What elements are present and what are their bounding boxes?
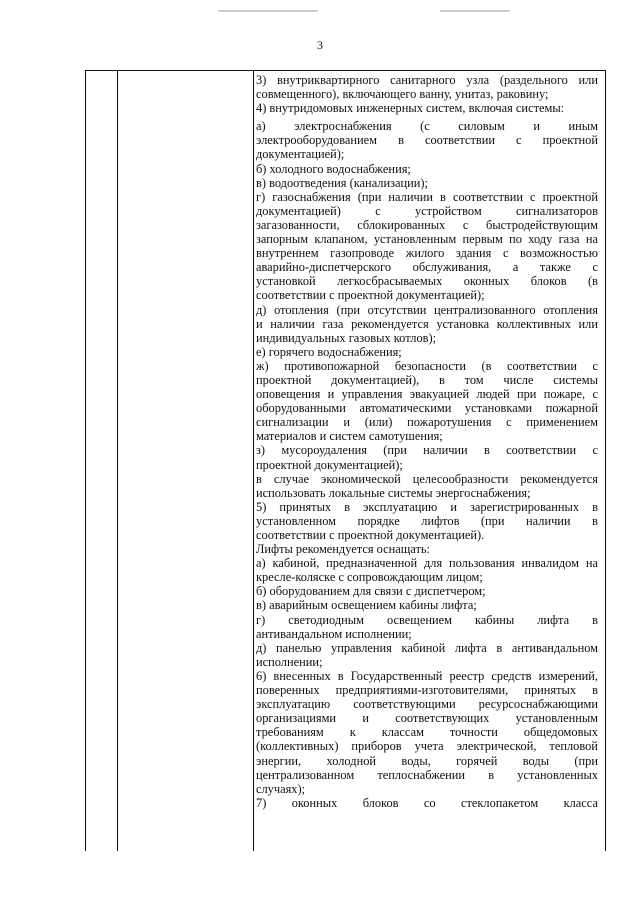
text-line: оборудованными автоматическими установками пожарной [256,401,598,416]
scan-artifact-marks [0,10,640,16]
text-line: энергии, холодной воды, горячей воды (при [256,753,598,768]
text-line: Лифты рекомендуется оснащать: [256,542,430,557]
page-number: 3 [317,38,323,52]
text-line: централизованном теплоснабжении в установленных [256,767,598,782]
text-line: (коллективных) приборов учета электрической, тепловой [256,739,598,754]
text-line: б) холодного водоснабжения; [256,161,411,176]
text-line: д) панелью управления кабиной лифта в антивандальном [256,640,598,655]
text-line: индивидуальных газовых котлов); [256,330,437,345]
text-line: случаях); [256,781,306,796]
text-line: совмещенного), включающего ванну, унитаз, раковину; [256,87,549,102]
text-line: 7) оконных блоков со стеклопакетом класса [256,795,598,810]
scan-artifact-right [440,10,510,12]
text-line: организациями и соответствующих установленным [256,711,598,726]
text-line: оповещения и управления эвакуацией людей при пожаре, с [256,387,598,402]
text-line: документацией); [256,147,345,162]
text-line: в) аварийным освещением кабины лифта; [256,598,477,613]
text-line: 6) внесенных в Государственный реестр средств измерений, [256,668,598,683]
text-line: и наличии газа рекомендуется установка коллективных или [256,316,598,331]
table-column-divider-1 [117,71,118,851]
text-line: а) электроснабжения (с силовым и иным [256,119,598,134]
text-line: документацией) с устройством сигнализаторов [256,203,598,218]
scan-artifact-left [218,10,318,12]
text-line: соответствии с проектной документацией). [256,528,485,542]
text-line: поверенных предприятиями-изготовителями, принятых в [256,683,598,698]
document-table [85,70,606,851]
table-column-divider-2 [253,71,254,851]
text-line: электрооборудованием в соответствии с проектной [256,133,598,148]
text-line: б) оборудованием для связи с диспетчером; [256,584,486,599]
requirements-text-cell [256,73,598,810]
text-line: установкой легкосбрасываемых оконных блоков (в [256,274,598,289]
text-line: антивандальном исполнении; [256,626,412,641]
text-line: сигнализации и (или) пожаротушения с применением [256,415,598,430]
text-line: ж) противопожарной безопасности (в соответствии с [256,358,598,373]
text-line: е) горячего водоснабжения; [256,344,402,359]
text-line: аварийно-диспетчерского обслуживания, а также с [256,260,598,275]
text-line: проектной документацией), в том числе системы [256,372,598,387]
text-line: установленном порядке лифтов (при наличии в [256,513,598,528]
text-line: 4) внутридомовых инженерных систем, включая системы: [256,101,565,116]
text-line: проектной документацией); [256,457,403,472]
text-line: в случае экономической целесообразности рекомендуется [256,471,598,486]
text-line: эксплуатацию соответствующими ресурсоснабжающими [256,697,598,712]
text-line: исполнении; [256,654,323,669]
text-line: г) газоснабжения (при наличии в соответствии с проектной [256,189,598,204]
text-line: материалов и систем самотушения; [256,429,443,444]
text-line: д) отопления (при отсутствии централизованного отопления [256,302,598,317]
text-line: требованиям к классам точности общедомовых [256,725,598,740]
text-line: внутреннем газопроводе жилого здания с возможностью [256,246,598,261]
text-line: 3) внутриквартирного санитарного узла (раздельного или [256,73,598,87]
text-line: з) мусороудаления (при наличии в соответствии с [256,443,598,458]
text-line: г) светодиодным освещением кабины лифта в [256,612,598,627]
text-line: а) кабиной, предназначенной для пользования инвалидом на [256,556,598,571]
text-line: кресле-коляске с сопровождающим лицом; [256,570,483,585]
text-line: загазованности, сблокированных с быстродействующим [256,217,598,232]
text-line: использовать локальные системы энергоснабжения; [256,485,531,500]
text-line: запорным клапаном, установленным первым по ходу газа на [256,232,598,247]
text-line: в) водоотведения (канализации); [256,175,428,190]
text-line: 5) принятых в эксплуатацию и зарегистрированных в [256,499,598,514]
text-line: соответствии с проектной документацией); [256,288,485,303]
